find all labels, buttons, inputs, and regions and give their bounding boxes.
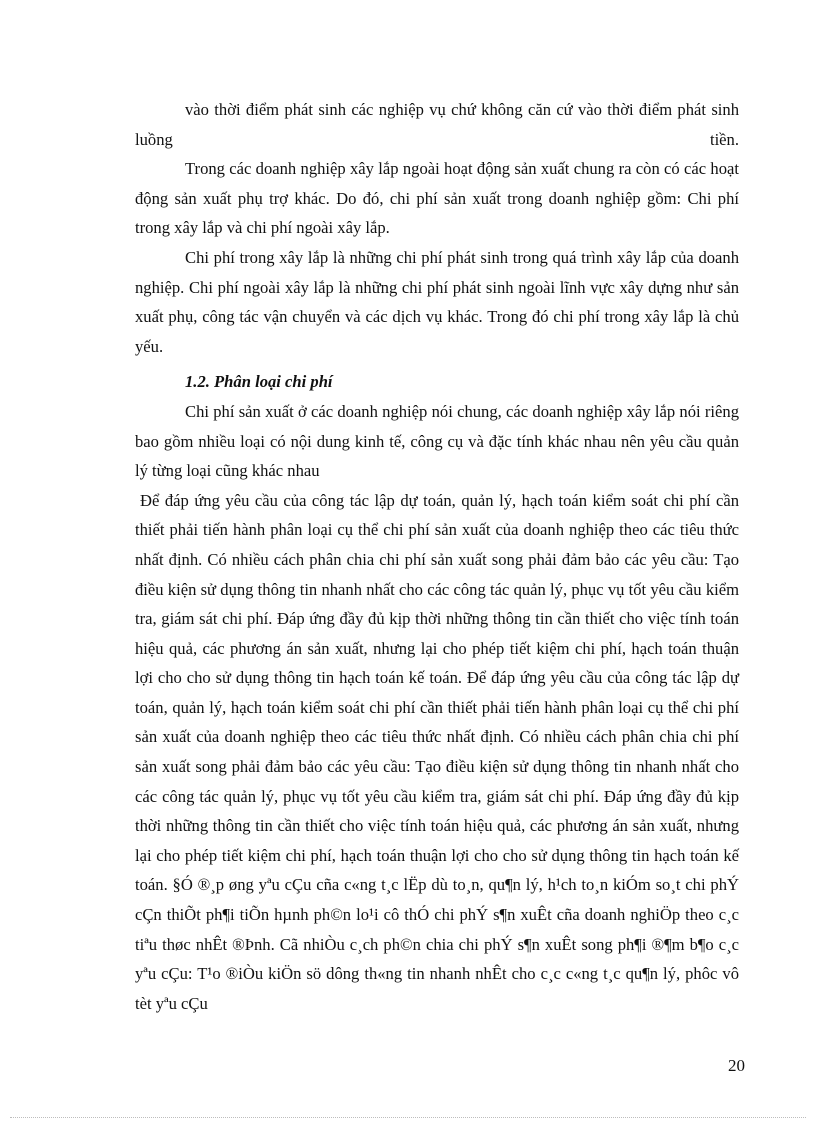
- section-heading: 1.2. Phân loại chi phí: [185, 372, 333, 392]
- page-bottom-divider: [10, 1117, 806, 1118]
- paragraph-cost-classification: Chi phí sản xuất ở các doanh nghiệp nói chung, các doanh nghiệp xây lắp nói riêng bao gồm nhiều loại có nội dung kinh tế, công cụ và đặc tính khác nhau nên yêu cầu quản lý từng loại cũng khác nhau: [135, 401, 739, 481]
- page-number: 20: [728, 1056, 745, 1075]
- paragraph-cost-types: Chi phí trong xây lắp là những chi phí phát sinh trong quá trình xây lắp của doanh nghiệp. Chi phí ngoài xây lắp là những chi phí phát sinh ngoài lĩnh vực xây dựng như sản xuất phụ, công tác vận chuyển và các dịch vụ khác. Trong đó chi phí trong xây lắp là chủ yếu.: [135, 247, 739, 356]
- paragraph-activities: Trong các doanh nghiệp xây lắp ngoài hoạt động sản xuất chung ra còn có các hoạt động sản xuất phụ trợ khác. Do đó, chi phí sản xuất trong doanh nghiệp gồm: Chi phí trong xây lắp và chi phí ngoài xây lắp.: [135, 159, 739, 238]
- body-text: [135, 95, 739, 1018]
- paragraph-requirements: Để đáp ứng yêu cầu của công tác lập dự toán, quản lý, hạch toán kiểm soát chi phí cần thiết phải tiến hành phân loại cụ thể chi phí sản xuất của doanh nghiệp theo các tiêu thức nhất định. Có nhiều cách phân chia chi phí sản xuất song phải đảm bảo các yêu cầu: Tạo điều kiện sử dụng thông tin nhanh nhất cho các công tác quản lý, phục vụ tốt yêu cầu kiểm tra, giám sát chi phí. Đáp ứng đầy đủ kịp thời những thông tin cần thiết cho việc tính toán hiệu quả, các phương án sản xuất, nhưng lại cho phép tiết kiệm chi phí, hạch toán thuận lợi cho cho sử dụng thông tin hạch toán kế toán. Để đáp ứng yêu cầu của công tác lập dự toán, quản lý, hạch toán kiểm soát chi phí cần thiết phải tiến hành phân loại cụ thể chi phí sản xuất của doanh nghiệp theo các tiêu thức nhất định. Có nhiều cách phân chia chi phí sản xuất song phải đảm bảo các yêu cầu: Tạo điều kiện sử dụng thông tin nhanh nhất cho các công tác quản lý, phục vụ tốt yêu cầu kiểm tra, giám sát chi phí. Đáp ứng đầy đủ kịp thời những thông tin cần thiết cho việc tính toán hiệu quả, các phương án sản xuất, nhưng lại cho phép tiết kiệm chi phí, hạch toán thuận lợi cho cho sử dụng thông tin hạch toán kế toán. §Ó ®¸p øng yªu cÇu cña c«ng t¸c lËp dù to¸n, qu¶n lý, h¹ch to¸n kiÓm so¸t chi phÝ cÇn thiÕt ph¶i tiÕn hµnh ph©n lo¹i cô thÓ chi phÝ s¶n xuÊt cña doanh nghiÖp theo c¸c tiªu thøc nhÊt ®Þnh. Cã nhiÒu c¸ch ph©n chia chi phÝ s¶n xuÊt song ph¶i ®¶m b¶o c¸c yªu cÇu: T¹o ®iÒu kiÖn sö dông th«ng tin nhanh nhÊt cho c¸c c«ng t¸c qu¶n lý, phôc vô tèt yªu cÇu: [135, 490, 739, 1013]
- paragraph-continuation: vào thời điểm phát sinh các nghiệp vụ chứ không căn cứ vào thời điểm phát sinh luồng tiền.: [135, 100, 739, 149]
